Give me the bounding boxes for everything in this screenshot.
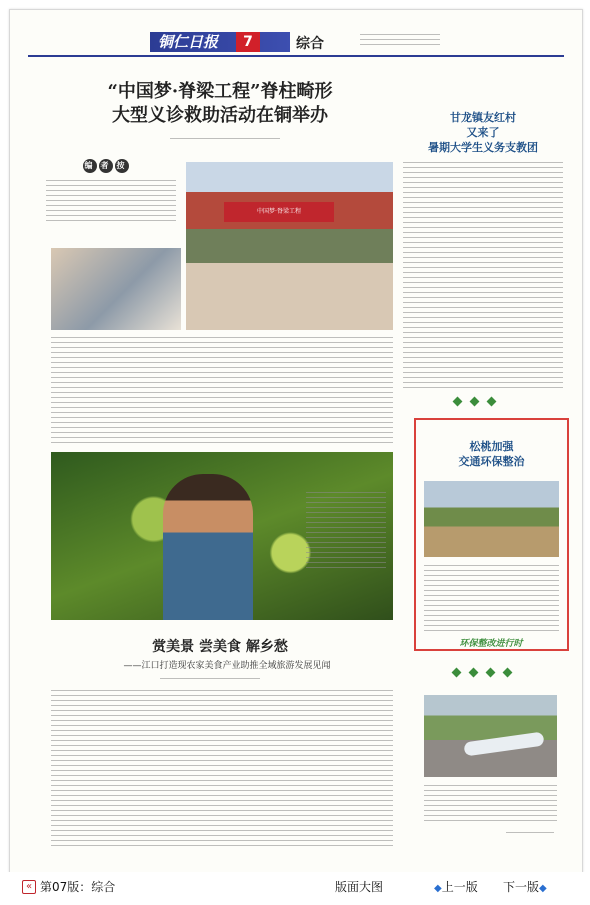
bottom-nav-bar	[0, 872, 590, 905]
left-arrow-icon: ◆	[434, 883, 442, 894]
next-page-link[interactable]	[503, 878, 547, 895]
divider-dot	[453, 397, 463, 407]
main-headline-line2: 大型义诊救助活动在铜举办	[112, 105, 328, 126]
right-article-body	[403, 162, 563, 392]
right-article-title-line1: 甘龙镇友红村	[450, 111, 516, 124]
main-article-body[interactable]	[51, 337, 393, 447]
right-article-title-line2: 又来了	[466, 126, 500, 139]
editor-badge	[76, 158, 136, 174]
editor-badge-char: 按	[115, 159, 129, 173]
orchard-photo[interactable]	[51, 452, 393, 620]
divider-dot	[469, 668, 479, 678]
right-arrow-icon: ◆	[539, 883, 547, 894]
divider-dot	[486, 668, 496, 678]
masthead	[10, 10, 582, 58]
current-page-label[interactable]: 第07版：综合	[40, 880, 116, 894]
prev-page-link[interactable]	[434, 878, 478, 895]
masthead-rule	[28, 55, 564, 57]
pipeline-credit	[506, 832, 554, 837]
main-headline[interactable]	[60, 80, 380, 128]
selected-article[interactable]	[414, 418, 569, 651]
pipeline-photo-caption	[424, 785, 557, 825]
newspaper-logo: 铜仁日报	[158, 33, 219, 51]
selected-article-title-line1: 松桃加强	[469, 440, 514, 453]
prev-page-label: 上一版	[441, 880, 478, 894]
second-byline	[160, 678, 260, 683]
divider-dot	[487, 397, 497, 407]
divider-dots	[454, 398, 495, 405]
divider-dot	[470, 397, 480, 407]
editor-badge-char: 者	[99, 159, 113, 173]
selected-article-footer-label: 环保整改进行时	[459, 639, 523, 649]
big-view-link[interactable]: 版面大图	[335, 880, 384, 894]
selected-article-photo[interactable]	[424, 481, 559, 557]
divider-dot	[452, 668, 462, 678]
main-byline	[170, 138, 280, 143]
editor-note	[46, 158, 176, 236]
clinic-photo[interactable]	[51, 248, 181, 330]
pipeline-photo[interactable]	[424, 695, 557, 777]
selected-article-body	[424, 565, 559, 635]
farmer-figure	[163, 474, 253, 620]
second-headline[interactable]: 赏美景 尝美食 解乡愁	[152, 639, 288, 655]
selected-article-footer	[416, 636, 567, 648]
right-article[interactable]	[403, 70, 581, 400]
section-title: 综合	[296, 36, 324, 52]
pipe-shape	[463, 732, 544, 757]
page-menu-icon[interactable]: «	[22, 880, 36, 894]
event-photo[interactable]	[186, 162, 393, 330]
editor-badge-char: 编	[83, 159, 97, 173]
main-headline-line1: “中国梦·脊梁工程”脊柱畸形	[107, 81, 333, 102]
selected-article-title-line2: 交通环保整治	[458, 455, 525, 468]
second-article-body[interactable]	[51, 690, 393, 850]
page-number-badge: 7	[236, 32, 260, 52]
orchard-photo-caption	[306, 492, 386, 572]
divider-dots	[453, 669, 511, 676]
right-article-title-line3: 暑期大学生义务支教团	[428, 141, 538, 154]
editor-note-text	[46, 180, 176, 222]
newspaper-page	[9, 9, 583, 873]
second-subheadline: ——江口打造现农家美食产业助推全域旅游发展见闻	[123, 661, 331, 671]
masthead-meta	[360, 34, 440, 46]
divider-dot	[503, 668, 513, 678]
next-page-label: 下一版	[503, 880, 540, 894]
event-banner: 中国梦·脊梁工程	[224, 202, 334, 222]
